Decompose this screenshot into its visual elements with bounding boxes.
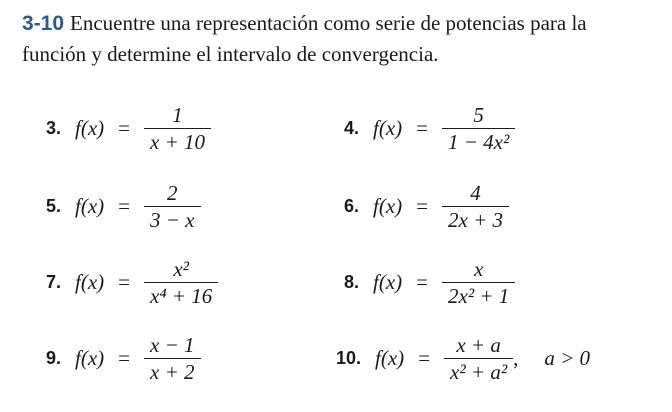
numerator: 2 — [167, 180, 178, 205]
problem-number: 4. — [344, 117, 360, 138]
function-lhs: f(x) — [373, 193, 403, 218]
numerator: 5 — [473, 102, 484, 127]
problem-7 — [46, 252, 218, 312]
fraction — [442, 180, 509, 233]
denominator: x + 10 — [144, 128, 211, 155]
equals-sign: = — [416, 269, 429, 294]
equals-sign: = — [416, 115, 429, 140]
problem-number: 10. — [336, 347, 362, 368]
problem-9 — [46, 328, 201, 388]
problem-number: 7. — [46, 271, 62, 292]
denominator: 2x² + 1 — [442, 282, 515, 309]
function-lhs: f(x) — [375, 345, 405, 370]
numerator: 4 — [470, 180, 481, 205]
equals-sign: = — [118, 193, 131, 218]
exercise-range: 3-10 — [22, 12, 65, 35]
equals-sign: = — [118, 269, 131, 294]
numerator: x — [474, 256, 484, 281]
numerator: 1 — [172, 102, 183, 127]
problem-5 — [46, 176, 201, 236]
function-lhs: f(x) — [373, 115, 403, 140]
function-lhs: f(x) — [75, 115, 105, 140]
equals-sign: = — [418, 345, 431, 370]
numerator: x − 1 — [150, 332, 195, 357]
fraction — [144, 256, 218, 309]
comma: , — [513, 345, 519, 370]
problem-number: 9. — [46, 347, 62, 368]
exercise-instructions: Encuentre una representación como serie de potencias para la función y determine el intervalo de convergencia. — [22, 11, 587, 66]
condition: a > 0 — [544, 345, 591, 370]
numerator: x² — [173, 256, 189, 281]
fraction — [144, 332, 201, 385]
problem-10 — [336, 328, 590, 388]
function-lhs: f(x) — [75, 193, 105, 218]
denominator: x² + a² — [444, 358, 513, 385]
function-lhs: f(x) — [373, 269, 403, 294]
denominator: x⁴ + 16 — [144, 282, 218, 309]
denominator: x + 2 — [144, 358, 201, 385]
denominator: 2x + 3 — [442, 206, 509, 233]
fraction — [444, 332, 513, 385]
function-lhs: f(x) — [75, 269, 105, 294]
equals-sign: = — [118, 345, 131, 370]
exercise-header — [22, 8, 652, 70]
fraction — [442, 256, 515, 309]
problem-3 — [46, 98, 211, 158]
equals-sign: = — [118, 115, 131, 140]
problem-number: 6. — [344, 195, 360, 216]
problem-4 — [344, 98, 515, 158]
problem-8 — [344, 252, 515, 312]
numerator: x + a — [456, 332, 501, 357]
equals-sign: = — [416, 193, 429, 218]
problem-number: 5. — [46, 195, 62, 216]
problem-number: 8. — [344, 271, 360, 292]
fraction — [144, 180, 201, 233]
function-lhs: f(x) — [75, 345, 105, 370]
denominator: 3 − x — [144, 206, 201, 233]
problem-6 — [344, 176, 509, 236]
problem-number: 3. — [46, 117, 62, 138]
denominator: 1 − 4x² — [442, 128, 515, 155]
fraction — [144, 102, 211, 155]
fraction — [442, 102, 515, 155]
